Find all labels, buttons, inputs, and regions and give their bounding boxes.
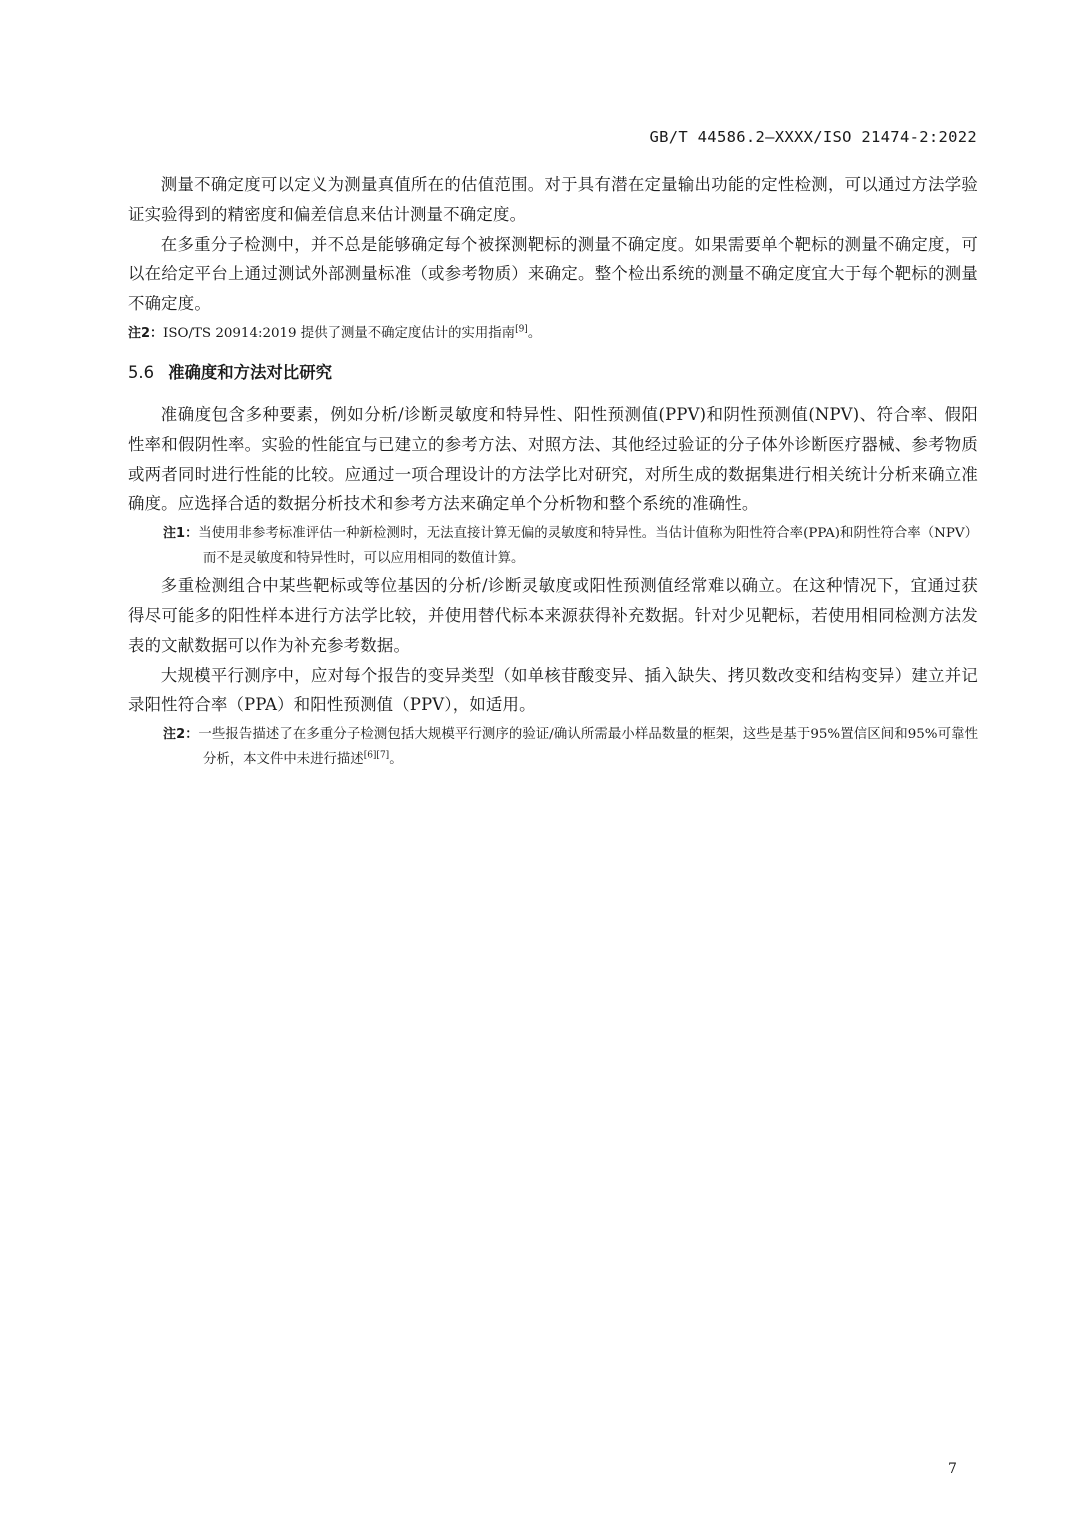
section-number: 5.6 — [128, 362, 155, 382]
note-text: 一些报告描述了在多重分子检测包括大规模平行测序的验证/确认所需最小样品数量的框架，这些是基于95%置信区间和95%可靠性分析，本文件中未进行描述 — [198, 727, 978, 768]
note-end: 。 — [527, 325, 542, 341]
reference-marker: [9] — [515, 324, 528, 335]
paragraph-mps: 大规模平行测序中，应对每个报告的变异类型（如单核苷酸变异、插入缺失、拷贝数改变和结构变异）建立并记录阳性符合率（PPA）和阳性预测值（PPV），如适用。 — [128, 665, 978, 715]
note-label: 注2： — [163, 727, 199, 743]
note-label: 注1： — [163, 526, 199, 542]
reference-marker: [6][7] — [363, 750, 390, 761]
note-label: 注2： — [128, 325, 164, 341]
note-end: 。 — [389, 752, 403, 768]
paragraph-multiplex-sensitivity: 多重检测组合中某些靶标或等位基因的分析/诊断灵敏度或阳性预测值经常难以确立。在这种情况下，宜通过获得尽可能多的阳性样本进行方法学比较，并使用替代标本来源获得补充数据。针对少见靶标，若使用相同检测方法发表的文献数据可以作为补充参考数据。 — [128, 576, 978, 655]
document-header: GB/T 44586.2—XXXX/ISO 21474-2:2022 — [649, 128, 977, 146]
paragraph-multiplex-uncertainty: 在多重分子检测中，并不总是能够确定每个被探测靶标的测量不确定度。如果需要单个靶标的测量不确定度，可以在给定平台上通过测试外部测量标准（或参考物质）来确定。整个检出系统的测量不确定度宜大于每个靶标的测量不确定度。 — [128, 234, 978, 314]
note-2-sample-size — [128, 722, 978, 772]
section-heading-5-6 — [128, 360, 978, 386]
note-2-uncertainty — [128, 321, 978, 346]
paragraph-measurement-uncertainty: 测量不确定度可以定义为测量真值所在的估值范围。对于具有潜在定量输出功能的定性检测，可以通过方法学验证实验得到的精密度和偏差信息来估计测量不确定度。 — [128, 175, 978, 224]
section-title: 准确度和方法对比研究 — [168, 362, 332, 382]
paragraph-accuracy: 准确度包含多种要素，例如分析/诊断灵敏度和特异性、阳性预测值(PPV)和阴性预测值(NPV)、符合率、假阳性率和假阴性率。实验的性能宜与已建立的参考方法、对照方法、其他经过验证的分子体外诊断医疗器械、参考物质或两者同时进行性能的比较。应通过一项合理设计的方法学比对研究，对所生成的数据集进行相关统计分析来确立准确度。应选择合适的数据分析技术和参考方法来确定单个分析物和整个系统的准确性。 — [128, 404, 978, 514]
note-text: 当使用非参考标准评估一种新检测时，无法直接计算无偏的灵敏度和特异性。当估计值称为阳性符合率(PPA)和阴性符合率（NPV）而不是灵敏度和特异性时，可以应用相同的数值计算。 — [198, 526, 978, 567]
note-text: ISO/TS 20914:2019 提供了测量不确定度估计的实用指南 — [163, 325, 516, 341]
page-number: 7 — [948, 1461, 957, 1477]
note-1-accuracy — [128, 521, 978, 571]
page-content — [128, 170, 978, 772]
